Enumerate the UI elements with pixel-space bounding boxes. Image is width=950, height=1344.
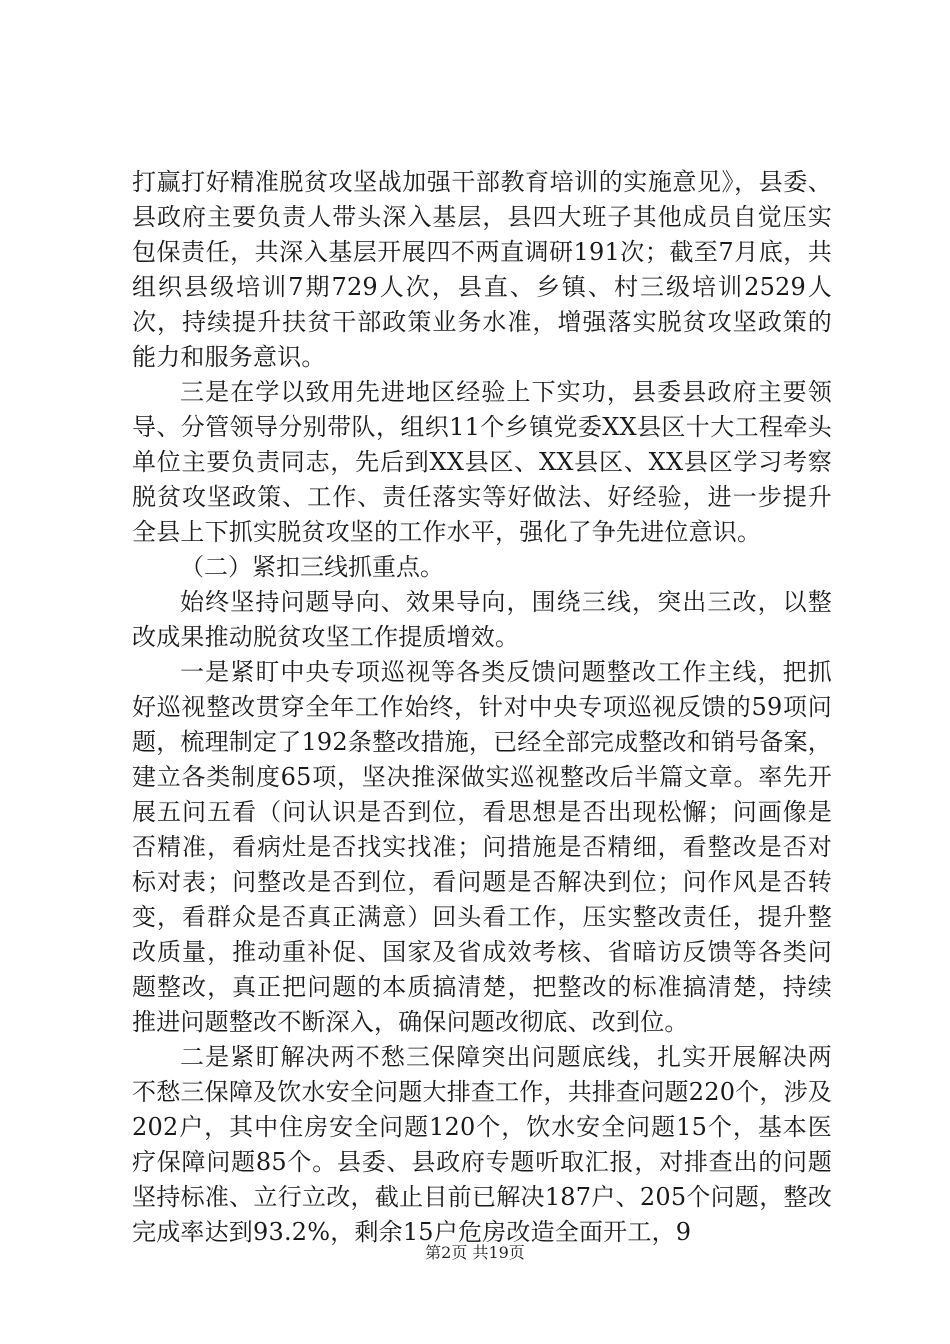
section-heading: （二）紧扣三线抓重点。 — [180, 553, 444, 581]
paragraph-training: 打赢打好精准脱贫攻坚战加强干部教育培训的实施意见》，县委、县政府主要负责人带头深入基层，县四大班子其他成员自觉压实包保责任，共深入基层开展四不两直调研191次；截至7月底，共组织县级培训7期729人次，县直、乡镇、村三级培训2529人次，持续提升扶贫干部政策业务水准，增强落实脱贫攻坚政策的能力和服务意识。 — [132, 168, 832, 371]
paragraph-learning-experience: 三是在学以致用先进地区经验上下实功，县委县政府主要领导、分管领导分别带队，组织11个乡镇党委XX县区十大工程牵头单位主要负责同志，先后到XX县区、XX县区、XX县区学习考察脱贫攻坚政策、工作、责任落实等好做法、好经验，进一步提升全县上下抓实脱贫攻坚的工作水平，强化了争先进位意识。 — [132, 378, 832, 546]
page-footer — [0, 1243, 950, 1263]
paragraph-inspection-rectification: 一是紧盯中央专项巡视等各类反馈问题整改工作主线，把抓好巡视整改贯穿全年工作始终，针对中央专项巡视反馈的59项问题，梳理制定了192条整改措施，已经全部完成整改和销号备案，建立各类制度65项，坚决推深做实巡视整改后半篇文章。率先开展五问五看（问认识是否到位，看思想是否出现松懈；问画像是否精准，看病灶是否找实找准；问措施是否精细，看整改是否对标对表；问整改是否到位，看问题是否解决到位；问作风是否转变，看群众是否真正满意）回头看工作，压实整改责任，提升整改质量，推动重补促、国家及省成效考核、省暗访反馈等各类问题整改，真正把问题的本质搞清楚，把整改的标准搞清楚，持续推进问题整改不断深入，确保问题改彻底、改到位。 — [132, 658, 832, 1036]
paragraph-problem-oriented: 始终坚持问题导向、效果导向，围绕三线，突出三改，以整改成果推动脱贫攻坚工作提质增效。 — [132, 588, 832, 651]
document-body — [132, 165, 832, 1250]
paragraph-two-guarantees: 二是紧盯解决两不愁三保障突出问题底线，扎实开展解决两不愁三保障及饮水安全问题大排查工作，共排查问题220个，涉及202户，其中住房安全问题120个，饮水安全问题15个，基本医疗保障问题85个。县委、县政府专题听取汇报，对排查出的问题坚持标准、立行立改，截止目前已解决187户、205个问题，整改完成率达到93.2%，剩余15户危房改造全面开工，9 — [132, 1043, 832, 1246]
page-number: 第2页 共19页 — [425, 1243, 525, 1262]
